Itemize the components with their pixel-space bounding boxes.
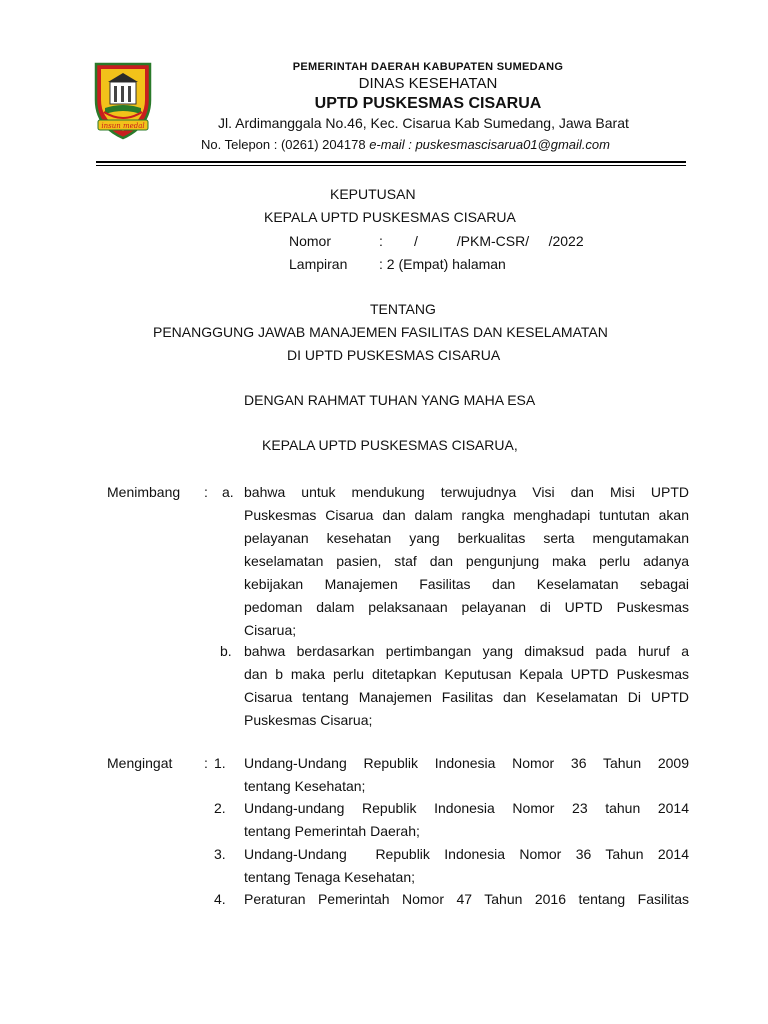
text-line: keselamatan pasien, staf dan pengunjung maka perlu adanya: [244, 553, 689, 569]
letterhead-rule-thick: [96, 161, 686, 163]
text-line: pelayanan kesehatan yang berkualitas serta mengutamakan: [244, 530, 689, 546]
mengingat-label: Mengingat: [107, 755, 173, 771]
decree-issuer: KEPALA UPTD PUSKESMAS CISARUA: [264, 209, 516, 225]
mengingat-item-2: [244, 797, 689, 843]
mengingat-item-3: [244, 843, 689, 889]
nomor-separator: :: [379, 233, 383, 249]
mengingat-item-4-marker: 4.: [214, 891, 226, 907]
rahmat-line: DENGAN RAHMAT TUHAN YANG MAHA ESA: [244, 392, 536, 408]
address-line: Jl. Ardimanggala No.46, Kec. Cisarua Kab Sumedang, Jawa Barat: [218, 115, 629, 131]
text-line: tentang Pemerintah Daerah;: [244, 823, 420, 839]
lampiran-value: : 2 (Empat) halaman: [379, 256, 506, 272]
text-line: pedoman dalam pelaksanaan pelayanan di UPTD Puskesmas: [244, 599, 689, 615]
text-line: Puskesmas Cisarua;: [244, 712, 373, 728]
text-line: bahwa untuk mendukung terwujudnya Visi dan Misi UPTD: [244, 484, 689, 500]
text-line: tentang Tenaga Kesehatan;: [244, 869, 416, 885]
decree-subject-line2: DI UPTD PUSKESMAS CISARUA: [287, 347, 501, 363]
menimbang-separator: :: [204, 484, 208, 500]
mengingat-item-1: [244, 752, 689, 798]
mengingat-item-4: [244, 888, 689, 911]
phone-number: No. Telepon : (0261) 204178: [201, 137, 366, 152]
text-line: Cisarua tentang Manajemen Fasilitas dan Keselamatan Di UPTD: [244, 689, 689, 705]
nomor-label: Nomor: [289, 233, 332, 249]
email-address: puskesmascisarua01@gmail.com: [415, 137, 610, 152]
nomor-value: / /PKM-CSR/ /2022: [414, 233, 584, 249]
text-line: bahwa berdasarkan pertimbangan yang dimaksud pada huruf a: [244, 643, 689, 659]
menimbang-a-marker: a.: [222, 484, 234, 500]
text-line: tentang Kesehatan;: [244, 778, 366, 794]
decree-subject-line1: PENANGGUNG JAWAB MANAJEMEN FASILITAS DAN KESELAMATAN: [153, 324, 608, 340]
mengingat-separator: :: [204, 755, 208, 771]
menimbang-a-paragraph: [244, 481, 689, 642]
unit-name: UPTD PUSKESMAS CISARUA: [314, 95, 542, 112]
text-line: Puskesmas Cisarua dan dalam rangka menghadapi tuntutan akan: [244, 507, 689, 523]
kepala-line: KEPALA UPTD PUSKESMAS CISARUA,: [262, 437, 518, 453]
agency-name: DINAS KESEHATAN: [358, 75, 498, 92]
menimbang-b-marker: b.: [220, 643, 232, 659]
contact-line: [201, 137, 610, 152]
email-label: e-mail :: [369, 137, 412, 152]
mengingat-item-3-marker: 3.: [214, 846, 226, 862]
letterhead-rule-thin: [96, 165, 686, 166]
lampiran-label: Lampiran: [289, 256, 348, 272]
text-line: Undang-undang Republik Indonesia Nomor 23 tahun 2014: [244, 800, 689, 816]
text-line: Cisarua;: [244, 622, 297, 638]
text-line: Undang-Undang Republik Indonesia Nomor 36 Tahun 2014: [244, 846, 689, 862]
menimbang-b-paragraph: [244, 640, 689, 732]
mengingat-item-2-marker: 2.: [214, 800, 226, 816]
text-line: Undang-Undang Republik Indonesia Nomor 36 Tahun 2009: [244, 755, 689, 771]
logo-ribbon-text: insun medal: [101, 122, 145, 130]
decree-title: KEPUTUSAN: [330, 186, 416, 202]
tentang-heading: TENTANG: [370, 301, 436, 317]
mengingat-item-1-marker: 1.: [214, 755, 226, 771]
text-line: kebijakan Manajemen Fasilitas dan Keselamatan sebagai: [244, 576, 689, 592]
text-line: dan b maka perlu ditetapkan Keputusan Kepala UPTD Puskesmas: [244, 666, 689, 682]
government-name: PEMERINTAH DAERAH KABUPATEN SUMEDANG: [292, 61, 564, 73]
menimbang-label: Menimbang: [107, 484, 181, 500]
text-line: Peraturan Pemerintah Nomor 47 Tahun 2016 tentang Fasilitas: [244, 891, 689, 907]
